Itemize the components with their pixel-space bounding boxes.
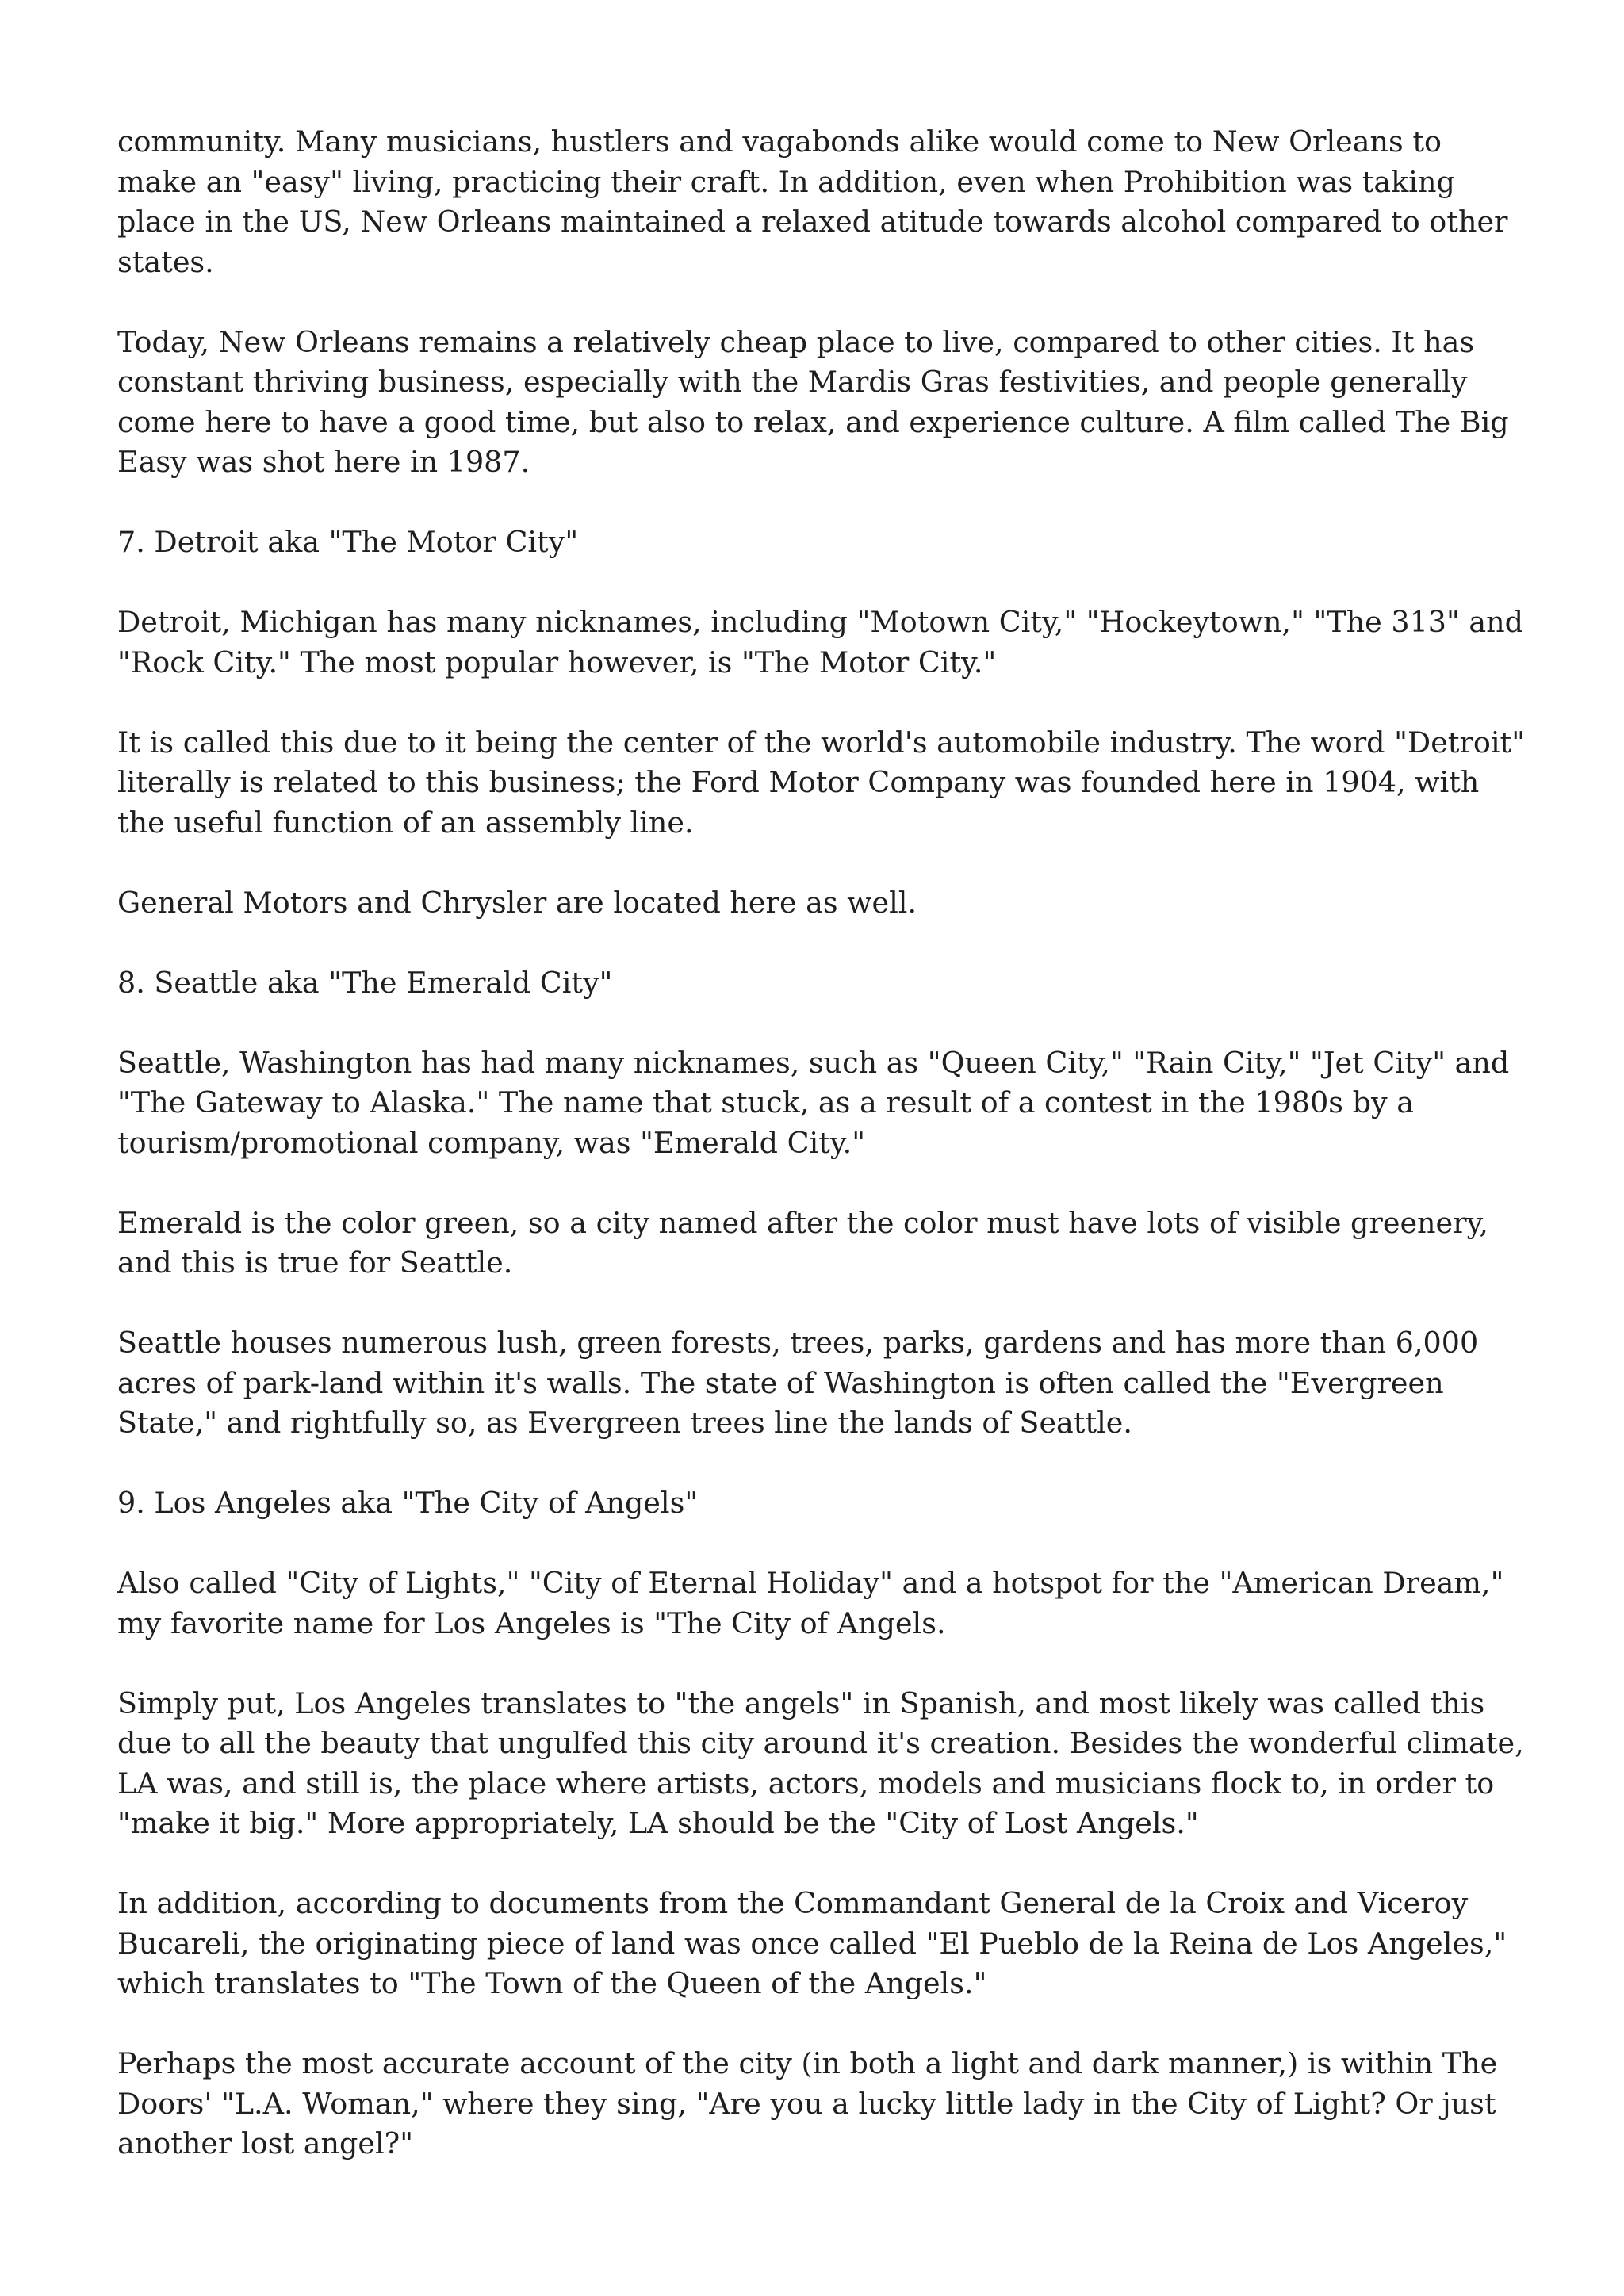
paragraph-detroit-nicknames: Detroit, Michigan has many nicknames, including "Motown City," "Hockeytown," "The 313" and "Rock City." The most popular however, is "The Motor City." (117, 605, 1524, 679)
paragraph-new-orleans-today: Today, New Orleans remains a relatively cheap place to live, compared to other cities. It has constant thriving business, especially with the Mardis Gras festivities, and people generally come here to have a good time, but also to relax, and experience culture. A film called The Big Easy was shot here in 1987. (117, 324, 1509, 479)
heading-los-angeles: 9. Los Angeles aka "The City of Angels" (117, 1486, 699, 1520)
heading-detroit: 7. Detroit aka "The Motor City" (117, 525, 579, 559)
paragraph-la-nicknames: Also called "City of Lights," "City of Eternal Holiday" and a hotspot for the "American Dream," my favorite name for Los Angeles is "The City of Angels. (117, 1566, 1504, 1640)
heading-seattle: 8. Seattle aka "The Emerald City" (117, 965, 613, 1000)
paragraph-new-orleans-history: community. Many musicians, hustlers and vagabonds alike would come to New Orleans to make an "easy" living, practicing their craft. In addition, even when Prohibition was taking place in the US, New Orleans maintained a relaxed atitude towards alcohol compared to other states. (117, 124, 1508, 279)
paragraph-detroit-gm-chrysler: General Motors and Chrysler are located here as well. (117, 885, 917, 920)
paragraph-seattle-nicknames: Seattle, Washington has had many nicknames, such as "Queen City," "Rain City," "Jet City" and "The Gateway to Alaska." The name that stuck, as a result of a contest in the 1980s by a tourism/promotional company, was "Emerald City." (117, 1045, 1510, 1160)
paragraph-la-history: In addition, according to documents from the Commandant General de la Croix and Viceroy Bucareli, the originating piece of land was once called "El Pueblo de la Reina de Los Angeles," which translates to "The Town of the Queen of the Angels." (117, 1886, 1507, 2000)
paragraph-seattle-emerald: Emerald is the color green, so a city named after the color must have lots of visible greenery, and this is true for Seattle. (117, 1205, 1488, 1280)
paragraph-la-the-doors: Perhaps the most accurate account of the city (in both a light and dark manner,) is within The Doors' "L.A. Woman," where they sing, "Are you a lucky little lady in the City of Light? Or just another lost angel?" (117, 2046, 1498, 2160)
paragraph-detroit-automobile: It is called this due to it being the center of the world's automobile industry. The word "Detroit" literally is related to this business; the Ford Motor Company was founded here in 1904, with the useful function of an assembly line. (117, 725, 1526, 840)
paragraph-seattle-forests: Seattle houses numerous lush, green forests, trees, parks, gardens and has more than 6,000 acres of park-land within it's walls. The state of Washington is often called the "Evergreen State," and rightfully so, as Evergreen trees line the lands of Seattle. (117, 1326, 1479, 1440)
document-page (117, 122, 1529, 2164)
paragraph-la-translation: Simply put, Los Angeles translates to "the angels" in Spanish, and most likely was called this due to all the beauty that ungulfed this city around it's creation. Besides the wonderful climate, LA was, and still is, the place where artists, actors, models and musicians flock to, in order to "make it big." More appropriately, LA should be the "City of Lost Angels." (117, 1686, 1524, 1840)
